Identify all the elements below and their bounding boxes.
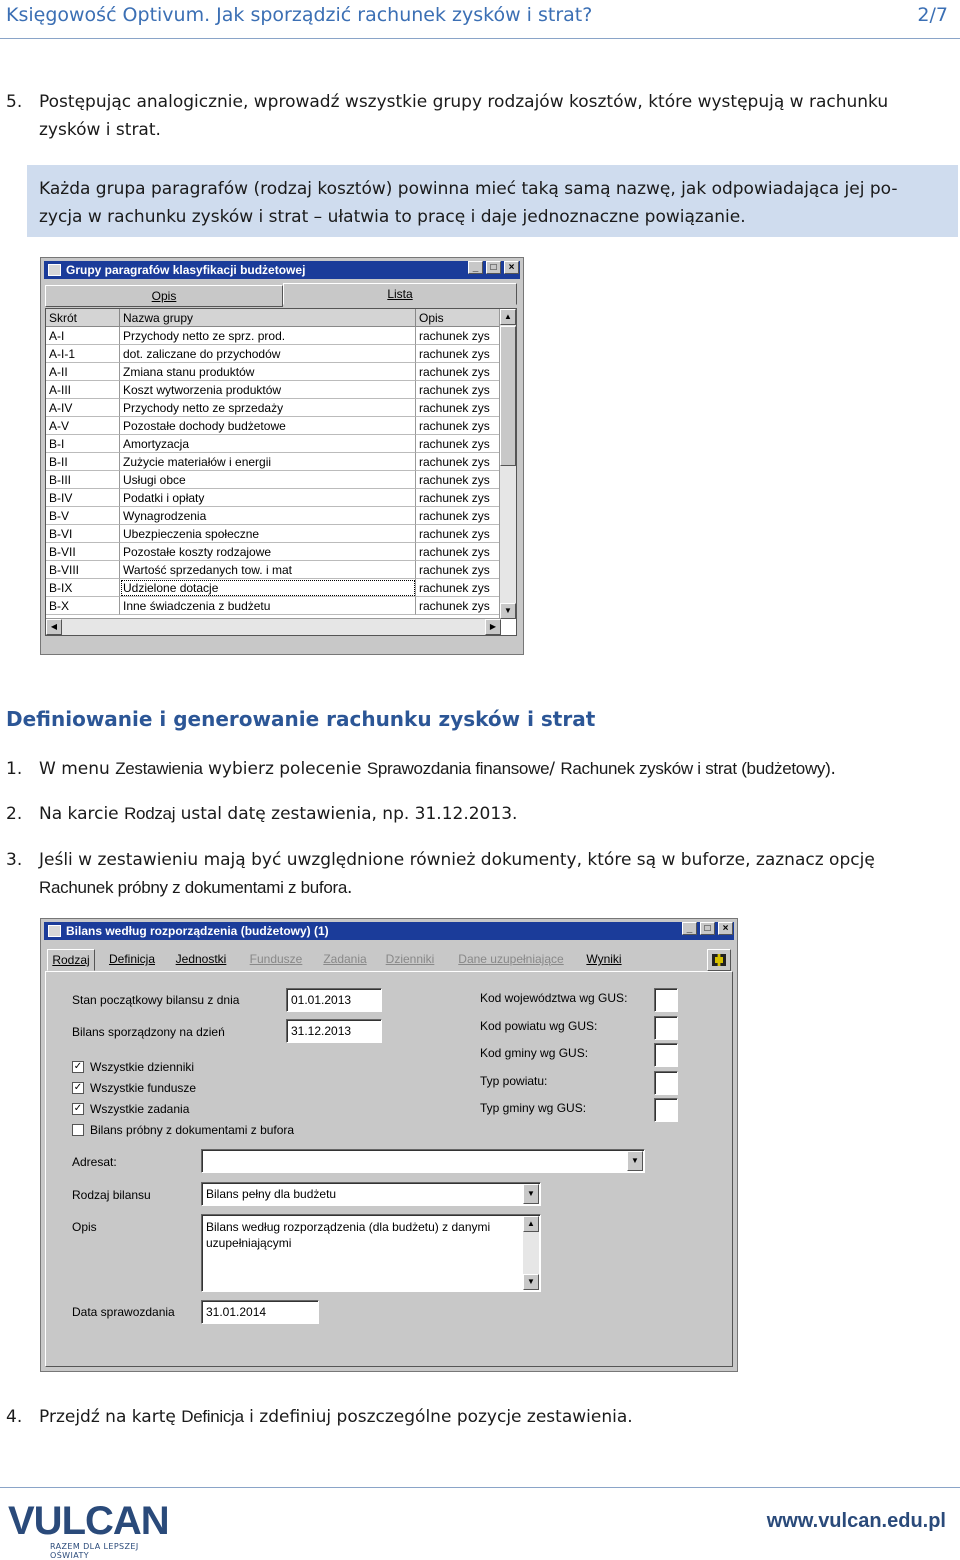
- cell-nazwa-grupy[interactable]: Udzielone dotacje: [120, 579, 416, 597]
- rodzaj-bilansu-value: Bilans pełny dla budżetu: [206, 1187, 337, 1201]
- table-row[interactable]: [46, 399, 500, 417]
- step-1: [6, 755, 950, 783]
- cell-opis[interactable]: rachunek zys: [416, 525, 500, 543]
- cell-nazwa-grupy[interactable]: Przychody netto ze sprz. prod.: [120, 327, 416, 345]
- table-row[interactable]: [46, 327, 500, 345]
- cell-nazwa-grupy[interactable]: Wynagrodzenia: [120, 507, 416, 525]
- menu-zestawienia: Zestawienia: [115, 759, 203, 778]
- checkbox-label[interactable]: Bilans próbny z dokumentami z bufora: [90, 1123, 295, 1137]
- cell-skrot[interactable]: A-III: [46, 381, 120, 399]
- step-text: W menu Zestawienia wybierz polecenie Sprawozdania finansowe/ Rachunek zysków i strat (budżetowy).: [39, 759, 836, 779]
- table-row[interactable]: [46, 471, 500, 489]
- cell-nazwa-grupy[interactable]: Inne świadczenia z budżetu: [120, 597, 416, 615]
- groups-table[interactable]: [45, 308, 517, 636]
- cell-nazwa-grupy[interactable]: Ubezpieczenia społeczne: [120, 525, 416, 543]
- cell-opis[interactable]: rachunek zys: [416, 489, 500, 507]
- adresat-select[interactable]: [201, 1149, 645, 1173]
- cell-skrot[interactable]: B-VII: [46, 543, 120, 561]
- table-row[interactable]: [46, 363, 500, 381]
- command-rachunek: Rachunek zysków i strat (budżetowy): [560, 759, 831, 778]
- cell-nazwa-grupy[interactable]: Przychody netto ze sprzedaży: [120, 399, 416, 417]
- cell-skrot[interactable]: A-IV: [46, 399, 120, 417]
- opis-textarea[interactable]: [201, 1214, 541, 1292]
- column-header-skrot[interactable]: Skrót: [46, 309, 120, 327]
- table-row[interactable]: [46, 417, 500, 435]
- cell-nazwa-grupy[interactable]: Pozostałe dochody budżetowe: [120, 417, 416, 435]
- note-line-2: zycja w rachunku zysków i strat – ułatwia to pracę i daje jednoznaczne powiązanie.: [39, 207, 746, 227]
- stan-poczatkowy-label: Stan początkowy bilansu z dnia: [72, 993, 240, 1007]
- cell-nazwa-grupy[interactable]: Podatki i opłaty: [120, 489, 416, 507]
- step-text: Postępując analogicznie, wprowadź wszystkie grupy rodzajów kosztów, które występują w rachunku zysków i strat.: [39, 92, 889, 140]
- cell-skrot[interactable]: A-I-1: [46, 345, 120, 363]
- scroll-up-button[interactable]: ▲: [500, 309, 516, 325]
- cell-skrot[interactable]: B-III: [46, 471, 120, 489]
- stan-poczatkowy-input[interactable]: 01.01.2013: [286, 988, 382, 1012]
- cell-opis[interactable]: rachunek zys: [416, 561, 500, 579]
- minimize-button[interactable]: _: [468, 261, 483, 274]
- section-heading: Definiowanie i generowanie rachunku zysków i strat: [6, 707, 596, 731]
- opis-line-1: Bilans według rozporządzenia (dla budżetu) z danymi: [206, 1220, 491, 1234]
- column-header-nazwa[interactable]: Nazwa grupy: [120, 309, 416, 327]
- opis-line-2: uzupełniającymi: [206, 1236, 292, 1250]
- gus-input[interactable]: [654, 1098, 678, 1122]
- cell-skrot[interactable]: A-II: [46, 363, 120, 381]
- checkbox-label[interactable]: Wszystkie zadania: [90, 1102, 190, 1116]
- vulcan-logo: [8, 1499, 169, 1560]
- header-divider: [0, 38, 960, 39]
- checkbox[interactable]: ✓: [73, 1082, 83, 1093]
- step-text: Przejdź na kartę Definicja i zdefiniuj poszczególne pozycje zestawienia.: [39, 1407, 633, 1427]
- checkbox-label[interactable]: Wszystkie dzienniki: [90, 1060, 195, 1074]
- table-row[interactable]: [46, 507, 500, 525]
- cell-skrot[interactable]: B-VI: [46, 525, 120, 543]
- cell-opis[interactable]: rachunek zys: [416, 399, 500, 417]
- chevron-down-icon[interactable]: ▼: [627, 1151, 643, 1171]
- chevron-down-icon[interactable]: ▼: [523, 1184, 539, 1204]
- gus-input[interactable]: [654, 1071, 678, 1095]
- cell-skrot[interactable]: B-IV: [46, 489, 120, 507]
- opis-scrollbar[interactable]: [523, 1216, 539, 1290]
- step-number: 3.: [6, 850, 23, 870]
- command-sprawozdania: Sprawozdania finansowe: [366, 759, 550, 778]
- data-sprawozdania-input[interactable]: 31.01.2014: [201, 1300, 319, 1324]
- gus-label: Typ gminy wg GUS:: [480, 1101, 587, 1115]
- cell-nazwa-grupy[interactable]: Koszt wytworzenia produktów: [120, 381, 416, 399]
- film-icon[interactable]: [707, 949, 731, 971]
- close-button[interactable]: ×: [504, 261, 519, 274]
- cell-opis[interactable]: rachunek zys: [416, 435, 500, 453]
- gus-label: Kod województwa wg GUS:: [480, 991, 628, 1005]
- gus-label: Kod gminy wg GUS:: [480, 1046, 589, 1060]
- table-row[interactable]: [46, 435, 500, 453]
- footer-divider: [0, 1487, 960, 1488]
- tab-lista[interactable]: Lista: [283, 283, 517, 305]
- card-rodzaj: Rodzaj: [124, 804, 176, 823]
- cell-skrot[interactable]: B-IX: [46, 579, 120, 597]
- gus-label: Typ powiatu:: [480, 1073, 548, 1088]
- window-title: Grupy paragrafów klasyfikacji budżetowej: [66, 263, 306, 277]
- cell-opis[interactable]: rachunek zys: [416, 471, 500, 489]
- gus-input[interactable]: [654, 988, 678, 1012]
- step-2: [6, 800, 950, 828]
- table-row[interactable]: [46, 579, 500, 597]
- cell-opis[interactable]: rachunek zys: [416, 579, 500, 597]
- cell-opis[interactable]: rachunek zys: [416, 327, 500, 345]
- scroll-up-button[interactable]: ▲: [523, 1216, 539, 1232]
- table-row[interactable]: [46, 345, 500, 363]
- cell-opis[interactable]: rachunek zys: [416, 345, 500, 363]
- option-rachunek-probny: Rachunek próbny z dokumentami z bufora: [39, 878, 347, 897]
- table-row[interactable]: [46, 597, 500, 615]
- cell-skrot[interactable]: B-X: [46, 597, 120, 615]
- checkbox-label[interactable]: Wszystkie fundusze: [90, 1081, 197, 1095]
- tab-wyniki[interactable]: Wyniki: [586, 952, 622, 966]
- adresat-label: Adresat:: [72, 1155, 117, 1169]
- maximize-button[interactable]: □: [486, 261, 501, 274]
- bilans-sporzadzony-label: Bilans sporządzony na dzień: [72, 1025, 225, 1039]
- page-header: [6, 4, 950, 34]
- cell-nazwa-grupy[interactable]: dot. zaliczane do przychodów: [120, 345, 416, 363]
- logo-tagline: RAZEM DLA LEPSZEJ OŚWIATY: [50, 1542, 139, 1560]
- horizontal-scrollbar[interactable]: [46, 618, 501, 635]
- website-link[interactable]: www.vulcan.edu.pl: [766, 1510, 946, 1532]
- cell-opis[interactable]: rachunek zys: [416, 597, 500, 615]
- close-button[interactable]: ×: [718, 922, 733, 935]
- note-line-1: Każda grupa paragrafów (rodzaj kosztów) powinna mieć taką samą nazwę, jak odpowiadająca jej po-: [39, 179, 898, 199]
- cell-skrot[interactable]: B-II: [46, 453, 120, 471]
- scroll-down-button[interactable]: ▼: [500, 603, 516, 619]
- table-row[interactable]: [46, 489, 500, 507]
- scroll-right-button[interactable]: ▶: [485, 619, 501, 635]
- bilans-window: [40, 918, 738, 1372]
- maximize-button[interactable]: □: [700, 922, 715, 935]
- rodzaj-bilansu-label: Rodzaj bilansu: [72, 1188, 151, 1202]
- table-row[interactable]: [46, 381, 500, 399]
- cell-opis[interactable]: rachunek zys: [416, 417, 500, 435]
- gus-input[interactable]: [654, 1043, 678, 1067]
- step-text: Jeśli w zestawieniu mają być uwzględnione również dokumenty, które są w buforze, zaznacz opcję Rachunek próbny z dokumentami z bufora.: [39, 850, 875, 898]
- step-number: 2.: [6, 804, 23, 824]
- step-number: 1.: [6, 759, 23, 779]
- cell-nazwa-grupy[interactable]: Pozostałe koszty rodzajowe: [120, 543, 416, 561]
- tab-panel-rodzaj: [45, 971, 733, 1367]
- cell-nazwa-grupy[interactable]: Zmiana stanu produktów: [120, 363, 416, 381]
- table-row[interactable]: [46, 453, 500, 471]
- cell-skrot[interactable]: B-I: [46, 435, 120, 453]
- step-number: 4.: [6, 1407, 23, 1427]
- vertical-scrollbar[interactable]: [499, 309, 516, 619]
- app-icon: [48, 264, 61, 276]
- logo-wordmark: VULCAN: [8, 1499, 169, 1543]
- tab-jednostki[interactable]: Jednostki: [175, 952, 227, 966]
- tab-zadania[interactable]: Zadania: [323, 952, 367, 966]
- step-3: [6, 846, 950, 902]
- cell-nazwa-grupy[interactable]: Usługi obce: [120, 471, 416, 489]
- scroll-left-button[interactable]: ◀: [46, 619, 62, 635]
- bilans-sporzadzony-input[interactable]: 31.12.2013: [286, 1019, 382, 1043]
- tab-dzienniki[interactable]: Dzienniki: [385, 952, 435, 966]
- step-number: 5.: [6, 92, 23, 112]
- cell-opis[interactable]: rachunek zys: [416, 543, 500, 561]
- card-definicja: Definicja: [181, 1407, 244, 1426]
- cell-skrot[interactable]: A-V: [46, 417, 120, 435]
- scroll-down-button[interactable]: ▼: [523, 1274, 539, 1290]
- tab-rodzaj[interactable]: Rodzaj: [47, 949, 95, 971]
- gus-label: Kod powiatu wg GUS:: [480, 1018, 598, 1033]
- data-sprawozdania-label: Data sprawozdania: [72, 1305, 175, 1319]
- opis-label: Opis: [72, 1220, 97, 1234]
- checkbox[interactable]: [72, 1124, 84, 1136]
- window-title-bar: [44, 922, 734, 940]
- tab-dane-uzupelniajace[interactable]: Dane uzupełniające: [458, 952, 564, 966]
- table-row[interactable]: [46, 561, 500, 579]
- tab-opis[interactable]: Opis: [45, 285, 283, 307]
- cell-skrot[interactable]: B-VIII: [46, 561, 120, 579]
- gus-input[interactable]: [654, 1016, 678, 1040]
- window-title-bar: [44, 261, 520, 279]
- cell-opis[interactable]: rachunek zys: [416, 507, 500, 525]
- table-row[interactable]: [46, 525, 500, 543]
- cell-skrot[interactable]: B-V: [46, 507, 120, 525]
- window-title: Bilans według rozporządzenia (budżetowy) (1): [66, 924, 329, 938]
- step-text: Na karcie Rodzaj ustal datę zestawienia, np. 31.12.2013.: [39, 804, 518, 824]
- info-note: [27, 165, 958, 237]
- tab-definicja[interactable]: Definicja: [108, 952, 156, 966]
- scroll-thumb[interactable]: [500, 326, 516, 466]
- minimize-button[interactable]: _: [682, 922, 697, 935]
- column-header-opis[interactable]: Opis: [416, 309, 500, 327]
- cell-opis[interactable]: rachunek zys: [416, 381, 500, 399]
- rodzaj-bilansu-select[interactable]: [201, 1182, 541, 1206]
- checkbox[interactable]: ✓: [73, 1103, 83, 1114]
- step-5: [6, 88, 950, 144]
- document-title: Księgowość Optivum. Jak sporządzić rachunek zysków i strat?: [6, 4, 593, 26]
- cell-skrot[interactable]: A-I: [46, 327, 120, 345]
- app-icon: [48, 925, 61, 937]
- step-4: [6, 1403, 950, 1431]
- page-number: 2/7: [917, 4, 948, 26]
- cell-opis[interactable]: rachunek zys: [416, 453, 500, 471]
- tab-fundusze[interactable]: Fundusze: [249, 952, 303, 966]
- grupy-paragrafow-window: [40, 257, 524, 655]
- table-header: [46, 309, 500, 327]
- cell-nazwa-grupy[interactable]: Zużycie materiałów i energii: [120, 453, 416, 471]
- cell-opis[interactable]: rachunek zys: [416, 363, 500, 381]
- cell-nazwa-grupy[interactable]: Amortyzacja: [120, 435, 416, 453]
- table-row[interactable]: [46, 543, 500, 561]
- checkbox[interactable]: ✓: [73, 1061, 83, 1072]
- cell-nazwa-grupy[interactable]: Wartość sprzedanych tow. i mat: [120, 561, 416, 579]
